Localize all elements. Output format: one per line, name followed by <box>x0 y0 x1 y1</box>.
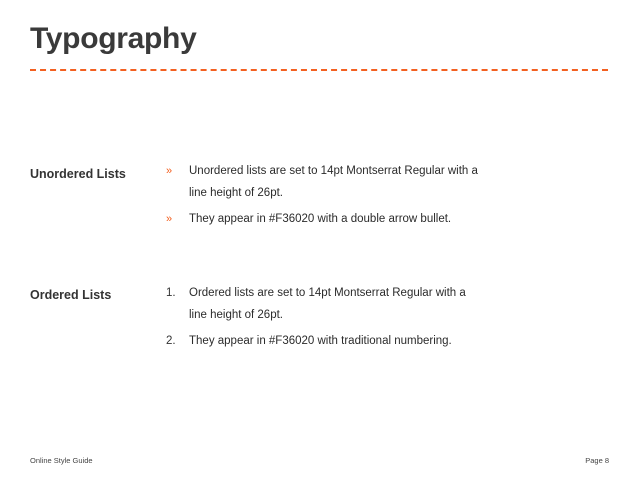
ordered-list-example <box>166 282 486 356</box>
double-arrow-bullet-icon: » <box>166 213 173 225</box>
list-item-text: Ordered lists are set to 14pt Montserrat Regular with a line height of 26pt. <box>189 287 466 321</box>
page-title: Typography <box>30 22 197 55</box>
list-item <box>166 208 486 230</box>
list-item <box>166 282 486 326</box>
footer-page-number: Page 8 <box>585 456 609 465</box>
list-item-text: They appear in #F36020 with traditional numbering. <box>189 335 452 347</box>
list-number: 2. <box>166 335 176 347</box>
list-item <box>166 330 486 352</box>
unordered-lists-label: Unordered Lists <box>30 167 126 181</box>
list-number: 1. <box>166 287 176 299</box>
ordered-lists-label: Ordered Lists <box>30 288 112 302</box>
unordered-list-example <box>166 160 486 234</box>
double-arrow-bullet-icon: » <box>166 165 173 177</box>
title-divider <box>30 69 608 71</box>
list-item-text: Unordered lists are set to 14pt Montserrat Regular with a line height of 26pt. <box>189 165 478 199</box>
footer-document-title: Online Style Guide <box>30 456 93 465</box>
list-item-text: They appear in #F36020 with a double arrow bullet. <box>189 213 452 225</box>
list-item <box>166 160 486 204</box>
